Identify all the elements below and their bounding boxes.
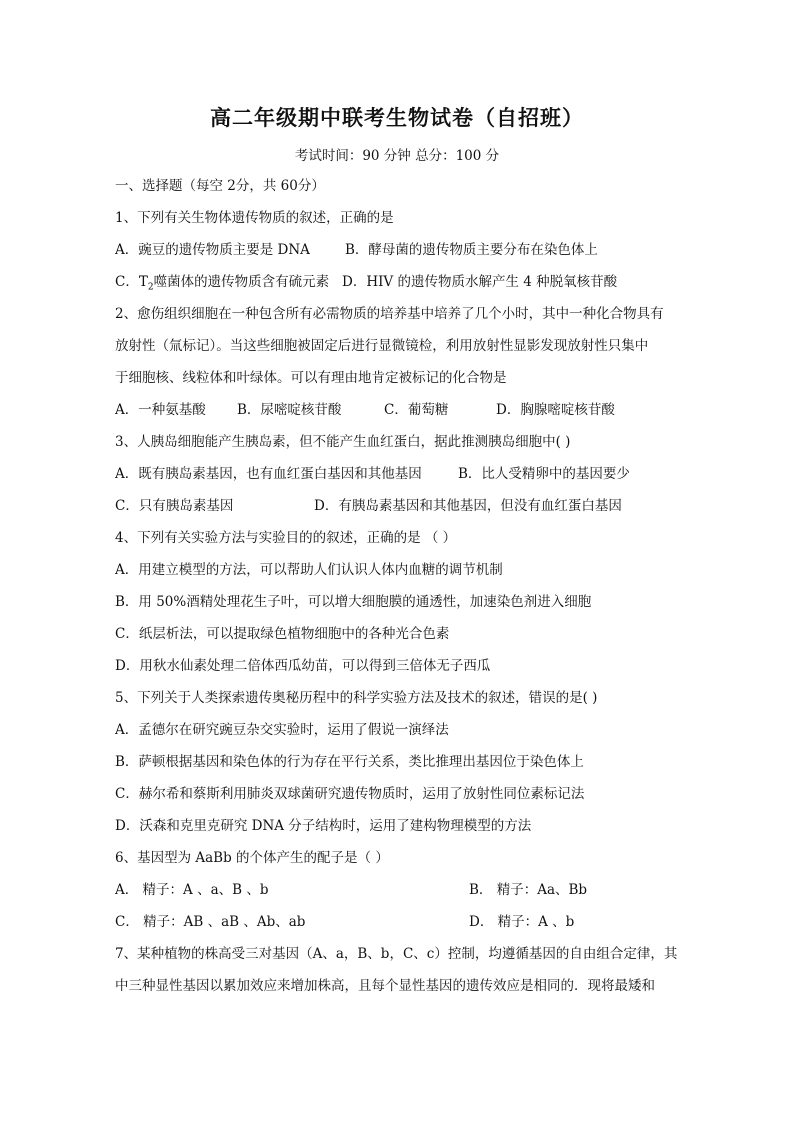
q1-option-c-post: 噬菌体的遗传物质含有硫元素 xyxy=(153,274,330,290)
q5-stem: 5、下列关于人类探索遗传奥秘历程中的科学实验方法及技术的叙述，错误的是( ) xyxy=(115,690,598,706)
q3-stem: 3、人胰岛细胞能产生胰岛素，但不能产生血红蛋白，据此推测胰岛细胞中( ) xyxy=(115,434,571,450)
q4-option-d: D．用秋水仙素处理二倍体西瓜幼苗，可以得到三倍体无子西瓜 xyxy=(115,658,491,674)
q4-option-b: B．用 50%酒精处理花生子叶，可以增大细胞膜的通透性，加速染色剂进入细胞 xyxy=(115,594,592,610)
q5-option-d: D．沃森和克里克研究 DNA 分子结构时，运用了建构物理模型的方法 xyxy=(115,818,532,834)
q1-option-d: D．HIV 的遗传物质水解产生 4 种脱氧核苷酸 xyxy=(342,274,618,290)
q7-stem-line1: 7、某种植物的株高受三对基因（A、a，B、b，C、c）控制，均遵循基因的自由组合定律，其 xyxy=(115,946,678,962)
q6-stem: 6、基因型为 AaBb 的个体产生的配子是（ ） xyxy=(115,850,389,866)
q1-option-c xyxy=(115,272,329,298)
q1-option-c-pre: C．T xyxy=(115,274,148,290)
q1-option-c-sub: 2 xyxy=(147,282,154,293)
q3-option-c: C．只有胰岛素基因 xyxy=(115,498,234,514)
page-title: 高二年级期中联考生物试卷（自招班） xyxy=(210,105,584,130)
q5-option-b: B．萨顿根据基因和染色体的行为存在平行关系，类比推理出基因位于染色体上 xyxy=(115,754,584,770)
q1-stem: 1、下列有关生物体遗传物质的叙述，正确的是 xyxy=(115,210,394,226)
q6-option-d: D． 精子：A 、b xyxy=(469,914,575,930)
q2-option-c: C．葡萄糖 xyxy=(384,402,449,418)
q7-stem-line2: 中三种显性基因以累加效应来增加株高，且每个显性基因的遗传效应是相同的．现将最矮和 xyxy=(115,978,655,994)
q1-option-b: B．酵母菌的遗传物质主要分布在染色体上 xyxy=(345,242,598,258)
q1-option-a: A．豌豆的遗传物质主要是 DNA xyxy=(115,242,310,258)
section-heading: 一、选择题（每空 2分，共 60分） xyxy=(115,178,325,194)
exam-info: 考试时间：90 分钟 总分：100 分 xyxy=(294,148,500,164)
q6-option-a: A． 精子：A 、a、B 、b xyxy=(115,882,269,898)
q4-option-c: C．纸层析法，可以提取绿色植物细胞中的各种光合色素 xyxy=(115,626,450,642)
q5-option-a: A．孟德尔在研究豌豆杂交实验时，运用了假说一演绎法 xyxy=(115,722,449,738)
q2-stem-line3: 于细胞核、线粒体和叶绿体。可以有理由地肯定被标记的化合物是 xyxy=(115,370,507,386)
q3-option-d: D．有胰岛素基因和其他基因，但没有血红蛋白基因 xyxy=(314,498,622,514)
q3-option-b: B．比人受精卵中的基因要少 xyxy=(458,466,630,482)
q5-option-c: C．赫尔希和蔡斯利用肺炎双球菌研究遗传物质时，运用了放射性同位素标记法 xyxy=(115,786,585,802)
q6-option-c: C． 精子：AB 、aB 、Ab、ab xyxy=(115,914,306,930)
q2-stem-line1: 2、愈伤组织细胞在一种包含所有必需物质的培养基中培养了几个小时，其中一种化合物具有 xyxy=(115,306,664,322)
q2-option-b: B．尿嘧啶核苷酸 xyxy=(237,402,342,418)
q6-option-b: B． 精子：Aa、Bb xyxy=(469,882,588,898)
q4-option-a: A．用建立模型的方法，可以帮助人们认识人体内血糖的调节机制 xyxy=(115,562,503,578)
q3-option-a: A．既有胰岛素基因，也有血红蛋白基因和其他基因 xyxy=(115,466,422,482)
q4-stem: 4、下列有关实验方法与实验目的的叙述，正确的是 （ ） xyxy=(115,530,457,546)
q2-option-d: D．胸腺嘧啶核苷酸 xyxy=(496,402,615,418)
q2-stem-line2: 放射性（氚标记）。当这些细胞被固定后进行显微镜检，利用放射性显影发现放射性只集中 xyxy=(115,338,649,354)
q2-option-a: A．一种氨基酸 xyxy=(115,402,206,418)
